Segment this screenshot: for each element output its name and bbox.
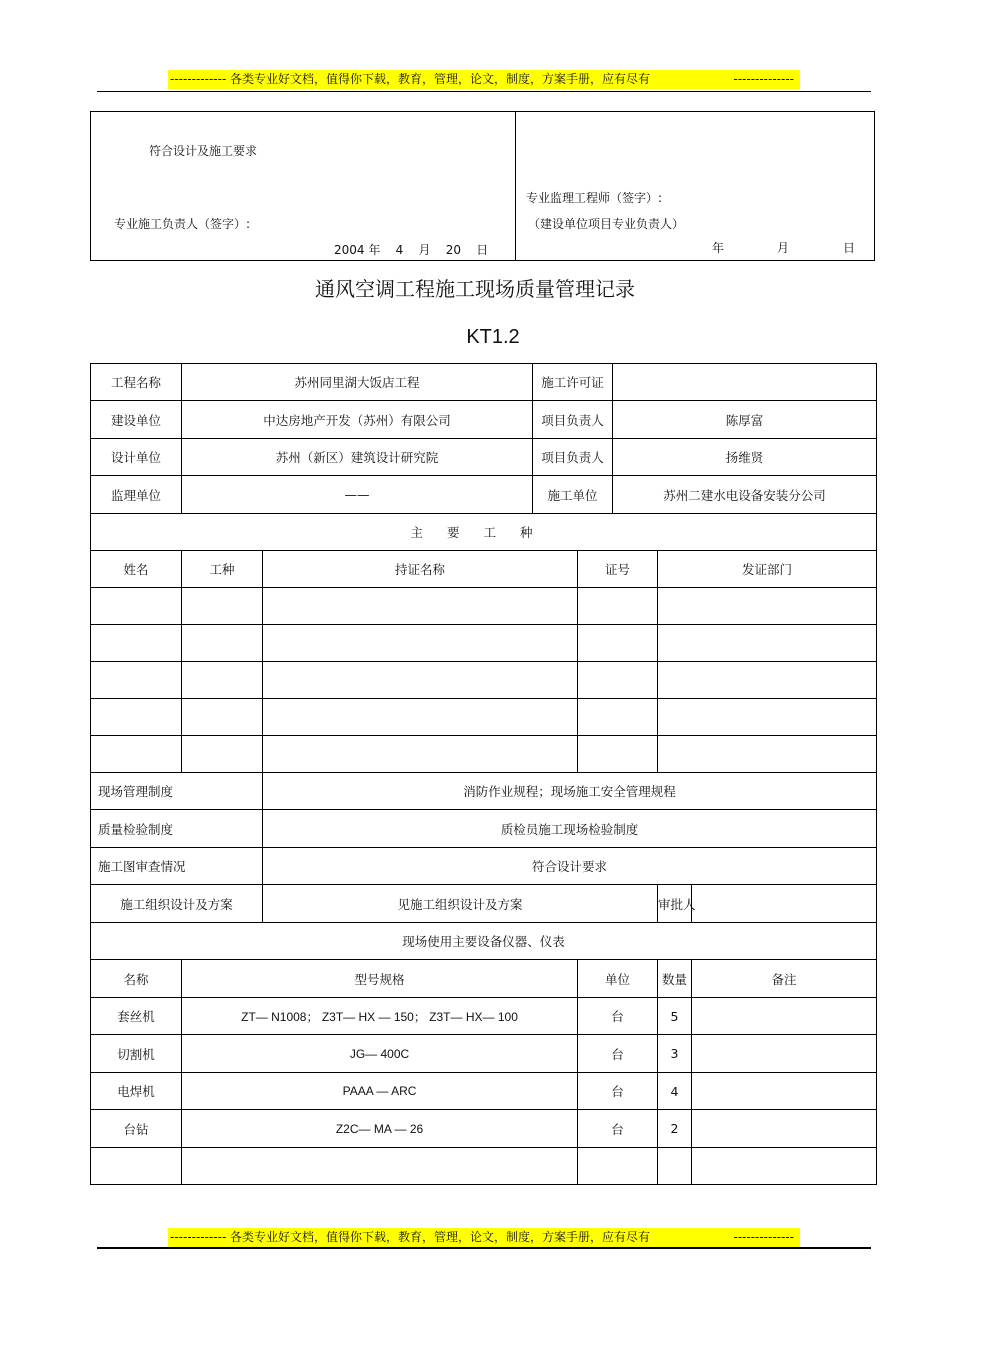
table-row <box>91 1035 877 1073</box>
permit-label: 施工许可证 <box>533 364 613 401</box>
supervisor-date-day: 日 <box>843 241 856 255</box>
top-rule <box>97 91 871 92</box>
drawing-review-label: 施工图审查情况 <box>91 848 263 885</box>
equipment-name: 台钻 <box>91 1110 182 1148</box>
table-row <box>91 773 877 810</box>
table-row <box>91 514 877 551</box>
workers-header-trade: 工种 <box>182 551 263 588</box>
permit-value <box>613 364 877 401</box>
workers-header-certificate: 持证名称 <box>263 551 578 588</box>
quality-management-table <box>90 363 877 1185</box>
equipment-header-notes: 备注 <box>692 960 877 998</box>
empty-cell <box>91 625 182 662</box>
supervisor-date-month: 月 <box>777 241 790 255</box>
owner-manager-label: 项目负责人 <box>533 401 613 439</box>
empty-cell <box>91 662 182 699</box>
designer-manager-label: 项目负责人 <box>533 439 613 476</box>
owner-sign-label: （建设单位项目专业负责人） <box>528 217 685 231</box>
table-row <box>91 848 877 885</box>
equipment-name <box>91 1148 182 1185</box>
equipment-unit: 台 <box>578 1073 658 1110</box>
site-rules-value: 消防作业规程；现场施工安全管理规程 <box>263 773 877 810</box>
table-row <box>91 1148 877 1185</box>
workers-header-issuer: 发证部门 <box>658 551 877 588</box>
empty-cell <box>182 588 263 625</box>
workers-section-title: 主要工种 <box>91 514 877 551</box>
empty-cell <box>263 699 578 736</box>
quality-label: 质量检验制度 <box>91 810 263 848</box>
designer-label: 设计单位 <box>91 439 182 476</box>
workers-header-name: 姓名 <box>91 551 182 588</box>
equipment-unit <box>578 1148 658 1185</box>
contractor-sign-label: 专业施工负责人（签字）: <box>114 217 251 231</box>
equipment-unit: 台 <box>578 998 658 1035</box>
banner-dashes-right: -------------- <box>733 1230 794 1244</box>
empty-cell <box>182 699 263 736</box>
equipment-model: ZT— N1008； Z3T— HX — 150； Z3T— HX— 100 <box>182 998 578 1035</box>
equipment-unit: 台 <box>578 1110 658 1148</box>
empty-cell <box>658 625 877 662</box>
contractor-label: 施工单位 <box>533 476 613 514</box>
table-row <box>91 736 877 773</box>
table-row <box>91 998 877 1035</box>
signature-block <box>90 111 875 261</box>
project-name-value: 苏州同里湖大饭店工程 <box>182 364 533 401</box>
table-row <box>91 923 877 960</box>
empty-cell <box>263 736 578 773</box>
equipment-header-name: 名称 <box>91 960 182 998</box>
empty-cell <box>658 662 877 699</box>
site-rules-label: 现场管理制度 <box>91 773 263 810</box>
empty-cell <box>91 699 182 736</box>
equipment-unit: 台 <box>578 1035 658 1073</box>
top-banner <box>168 70 800 89</box>
equipment-header-model: 型号规格 <box>182 960 578 998</box>
equipment-header-qty: 数量 <box>658 960 692 998</box>
empty-cell <box>91 736 182 773</box>
empty-cell <box>182 625 263 662</box>
empty-cell <box>182 736 263 773</box>
equipment-model: JG— 400C <box>182 1035 578 1073</box>
equipment-qty: 4 <box>658 1073 692 1110</box>
equipment-model: PAAA — ARC <box>182 1073 578 1110</box>
table-row <box>91 699 877 736</box>
empty-cell <box>658 736 877 773</box>
table-row <box>91 364 877 401</box>
quality-value: 质检员施工现场检验制度 <box>263 810 877 848</box>
table-row <box>91 439 877 476</box>
conclusion-text: 符合设计及施工要求 <box>149 144 258 158</box>
plan-value: 见施工组织设计及方案 <box>263 885 658 923</box>
equipment-notes <box>692 1073 877 1110</box>
empty-cell <box>578 736 658 773</box>
empty-cell <box>578 625 658 662</box>
table-row <box>91 885 877 923</box>
project-name-label: 工程名称 <box>91 364 182 401</box>
plan-label: 施工组织设计及方案 <box>91 885 263 923</box>
equipment-notes <box>692 1035 877 1073</box>
designer-value: 苏州（新区）建筑设计研究院 <box>182 439 533 476</box>
equipment-qty: 5 <box>658 998 692 1035</box>
owner-label: 建设单位 <box>91 401 182 439</box>
table-row <box>91 476 877 514</box>
table-row <box>91 551 877 588</box>
table-row <box>91 810 877 848</box>
contractor-value: 苏州二建水电设备安装分公司 <box>613 476 877 514</box>
supervisor-value: —— <box>182 476 533 514</box>
table-row <box>91 960 877 998</box>
page-title: 通风空调工程施工现场质量管理记录 <box>315 277 635 301</box>
equipment-notes <box>692 1148 877 1185</box>
designer-manager-value: 扬维贤 <box>613 439 877 476</box>
signature-divider <box>515 112 516 260</box>
equipment-notes <box>692 998 877 1035</box>
empty-cell <box>182 662 263 699</box>
banner-dashes-left: ------------- <box>170 72 227 86</box>
equipment-model: Z2C— MA — 26 <box>182 1110 578 1148</box>
supervisor-label: 监理单位 <box>91 476 182 514</box>
owner-value: 中达房地产开发（苏州）有限公司 <box>182 401 533 439</box>
banner-dashes-left: ------------- <box>170 1230 227 1244</box>
empty-cell <box>263 625 578 662</box>
equipment-model <box>182 1148 578 1185</box>
equipment-section-title: 现场使用主要设备仪器、仪表 <box>91 923 877 960</box>
equipment-name: 电焊机 <box>91 1073 182 1110</box>
table-row <box>91 1110 877 1148</box>
empty-cell <box>578 662 658 699</box>
empty-cell <box>263 662 578 699</box>
supervisor-date-year: 年 <box>712 241 725 255</box>
banner-text: 各类专业好文档，值得你下载，教育，管理，论文，制度，方案手册，应有尽有 <box>230 1230 651 1244</box>
equipment-qty: 3 <box>658 1035 692 1073</box>
empty-cell <box>578 699 658 736</box>
banner-dashes-right: -------------- <box>733 72 794 86</box>
approver-label: 审批人 <box>658 885 692 923</box>
equipment-name: 套丝机 <box>91 998 182 1035</box>
bottom-banner <box>168 1228 800 1247</box>
banner-text: 各类专业好文档，值得你下载，教育，管理，论文，制度，方案手册，应有尽有 <box>230 72 651 86</box>
empty-cell <box>658 588 877 625</box>
contractor-sign-date: 2004 年 4 月 20 日 <box>334 243 489 257</box>
form-code: KT1.2 <box>466 326 520 348</box>
table-row <box>91 625 877 662</box>
owner-manager-value: 陈厚富 <box>613 401 877 439</box>
bottom-rule <box>97 1247 871 1249</box>
equipment-qty: 2 <box>658 1110 692 1148</box>
empty-cell <box>578 588 658 625</box>
workers-header-cert-no: 证号 <box>578 551 658 588</box>
approver-value <box>692 885 877 923</box>
equipment-name: 切割机 <box>91 1035 182 1073</box>
equipment-qty <box>658 1148 692 1185</box>
table-row <box>91 401 877 439</box>
table-row <box>91 1073 877 1110</box>
table-row <box>91 588 877 625</box>
supervisor-sign-label: 专业监理工程师（签字）: <box>526 191 663 205</box>
equipment-notes <box>692 1110 877 1148</box>
empty-cell <box>263 588 578 625</box>
equipment-header-unit: 单位 <box>578 960 658 998</box>
drawing-review-value: 符合设计要求 <box>263 848 877 885</box>
empty-cell <box>658 699 877 736</box>
table-row <box>91 662 877 699</box>
empty-cell <box>91 588 182 625</box>
